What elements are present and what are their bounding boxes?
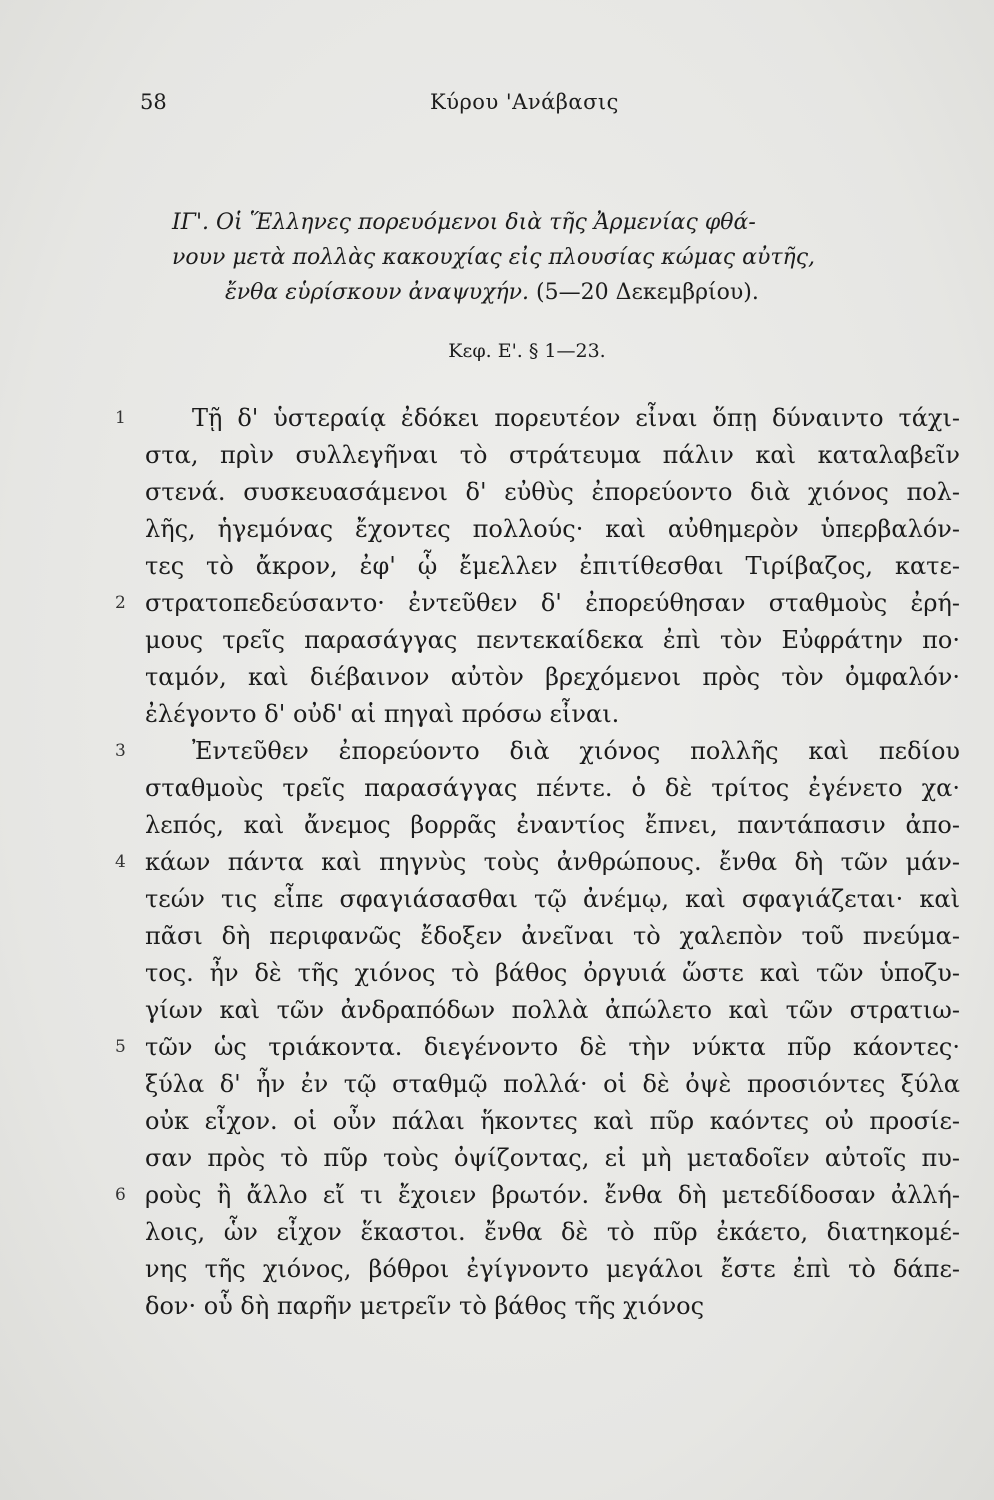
body-text [115, 400, 960, 1325]
line-text: νης τῆς χιόνος, βόθροι ἐγίγνοντο μεγάλοι ἔστε ἐπὶ τὸ δάπε- [145, 1255, 960, 1283]
line-text: γίων καὶ τῶν ἀνδραπόδων πολλὰ ἀπώλετο καὶ τῶν στρατιω- [145, 996, 960, 1024]
line-text: Ἐντεῦθεν ἐπορεύοντο διὰ χιόνος πολλῆς καὶ πεδίου [192, 737, 960, 765]
heading-line-text: ἔνθα εὑρίσκουν ἀναψυχήν. [225, 280, 530, 305]
heading-line: νουν μετὰ πολλὰς κακουχίας εἰς πλουσίας κώμας αὐτῆς, [172, 245, 816, 270]
line-text: σαν πρὸς τὸ πῦρ τοὺς ὀψίζοντας, εἰ μὴ μεταδοῖεν αὐτοῖς πυ- [145, 1144, 960, 1172]
text-line [145, 511, 960, 548]
line-text: λεπός, καὶ ἄνεμος βορρᾶς ἐναντίος ἔπνει, παντάπασιν ἀπο- [145, 811, 960, 839]
line-text: ξύλα δ' ἦν ἐν τῷ σταθμῷ πολλά· οἱ δὲ ὀψὲ προσιόντες ξύλα [145, 1070, 960, 1098]
text-line [145, 770, 960, 807]
text-line [145, 918, 960, 955]
text-line [145, 1066, 960, 1103]
running-head [140, 90, 960, 130]
section-number: 6 [115, 1185, 126, 1205]
line-text: τος. ἦν δὲ τῆς χιόνος τὸ βάθος ὀργυιά ὥστε καὶ τῶν ὑποζυ- [145, 959, 960, 987]
text-line [145, 622, 960, 659]
line-text: δον· οὗ δὴ παρῆν μετρεῖν τὸ βάθος τῆς χιόνος [145, 1292, 705, 1320]
line-text: ροὺς ἢ ἄλλο εἴ τι ἔχοιεν βρωτόν. ἔνθα δὴ μετεδίδοσαν ἀλλή- [145, 1181, 960, 1209]
line-text: ἐλέγοντο δ' οὐδ' αἱ πηγαὶ πρόσω εἶναι. [145, 700, 620, 728]
line-text: σταθμοὺς τρεῖς παρασάγγας πέντε. ὁ δὲ τρίτος ἐγένετο χα· [145, 774, 960, 802]
section-number: 2 [115, 593, 126, 613]
text-line [145, 1288, 960, 1325]
text-line [145, 881, 960, 918]
line-text: πᾶσι δὴ περιφανῶς ἔδοξεν ἀνεῖναι τὸ χαλεπὸν τοῦ πνεύμα- [145, 922, 960, 950]
text-line [145, 1103, 960, 1140]
line-text: Τῇ δ' ὑστεραίᾳ ἐδόκει πορευτέον εἶναι ὅπῃ δύναιντο τάχι- [192, 404, 960, 432]
line-text: στρατοπεδεύσαντο· ἐντεῦθεν δ' ἐπορεύθησαν σταθμοὺς ἐρή- [145, 589, 960, 617]
text-line [115, 585, 960, 622]
text-line [145, 955, 960, 992]
heading-line: ΙΓ'. Οἱ Ἕλληνες πορευόμενοι διὰ τῆς Ἀρμενίας φθά- [172, 210, 756, 235]
text-line [145, 1214, 960, 1251]
text-line [115, 733, 960, 770]
line-text: κάων πάντα καὶ πηγνὺς τοὺς ἀνθρώπους. ἔνθα δὴ τῶν μάν- [145, 848, 960, 876]
line-text: λοις, ὧν εἶχον ἕκαστοι. ἔνθα δὲ τὸ πῦρ ἐκάετο, διατηκομέ- [145, 1218, 960, 1246]
text-line [145, 807, 960, 844]
text-line [115, 400, 960, 437]
section-number: 1 [115, 408, 126, 428]
line-text: τες τὸ ἄκρον, ἐφ' ᾧ ἔμελλεν ἐπιτίθεσθαι Τιρίβαζος, κατε- [145, 552, 960, 580]
text-line [145, 992, 960, 1029]
text-line [145, 659, 960, 696]
text-line [145, 1251, 960, 1288]
section-number: 4 [115, 852, 126, 872]
line-text: ταμόν, καὶ διέβαινον αὐτὸν βρεχόμενοι πρὸς τὸν ὀμφαλόν· [145, 663, 960, 691]
section-number: 5 [115, 1037, 126, 1057]
line-text: στενά. συσκευασάμενοι δ' εὐθὺς ἐπορεύοντο διὰ χιόνος πολ- [145, 478, 960, 506]
text-line [115, 1029, 960, 1066]
text-line [145, 696, 960, 733]
heading-date: (5—20 Δεκεμβρίου). [536, 280, 759, 305]
text-line [145, 437, 960, 474]
text-line [145, 474, 960, 511]
section-heading [172, 205, 962, 310]
line-text: τῶν ὡς τριάκοντα. διεγένοντο δὲ τὴν νύκτα πῦρ κάοντες· [145, 1033, 960, 1061]
section-number: 3 [115, 741, 126, 761]
text-line [145, 548, 960, 585]
line-text: οὐκ εἶχον. οἱ οὖν πάλαι ἥκοντες καὶ πῦρ καόντες οὐ προσίε- [145, 1107, 960, 1135]
line-text: τεών τις εἶπε σφαγιάσασθαι τῷ ἀνέμῳ, καὶ σφαγιάζεται· καὶ [145, 885, 960, 913]
book-title: Κύρου 'Ανάβασις [430, 90, 619, 114]
heading-line [172, 275, 962, 310]
page-number: 58 [140, 90, 167, 114]
text-line [115, 1177, 960, 1214]
text-line [115, 844, 960, 881]
line-text: μους τρεῖς παρασάγγας πεντεκαίδεκα ἐπὶ τὸν Εὐφράτην πο· [145, 626, 960, 654]
chapter-reference: Κεφ. Ε'. § 1—23. [448, 340, 606, 362]
line-text: λῆς, ἡγεμόνας ἔχοντες πολλούς· καὶ αὐθημερὸν ὑπερβαλόν- [145, 515, 960, 543]
line-text: στα, πρὶν συλλεγῆναι τὸ στράτευμα πάλιν καὶ καταλαβεῖν [145, 441, 960, 469]
text-line [145, 1140, 960, 1177]
